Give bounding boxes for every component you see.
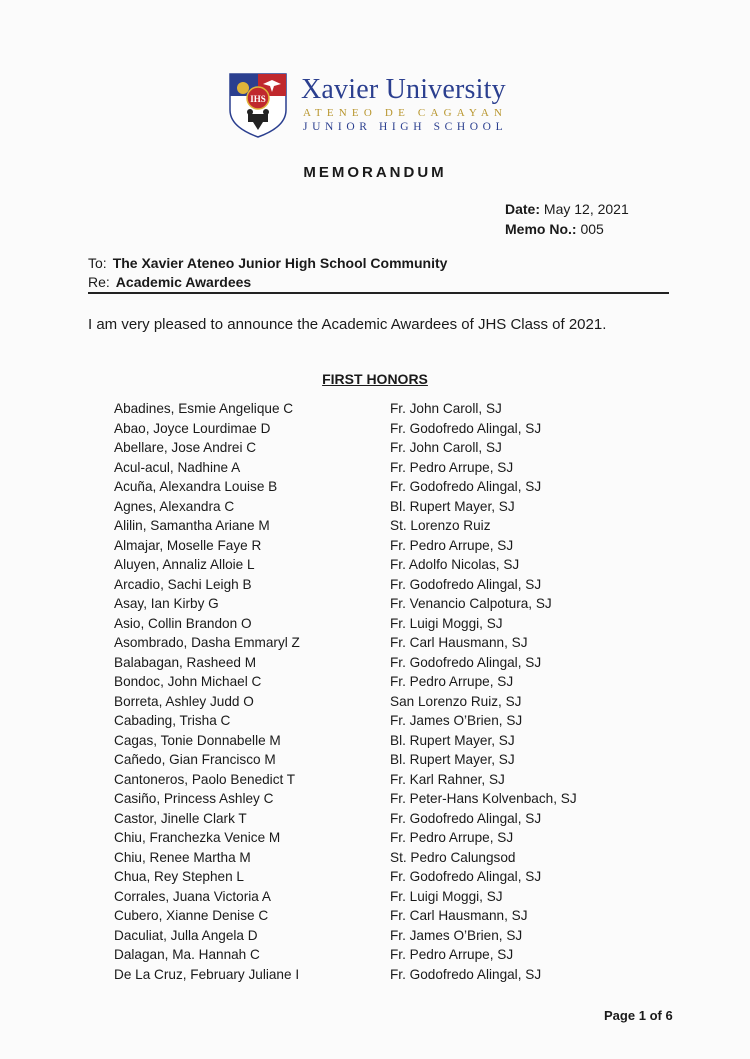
- awardee-name: Borreta, Ashley Judd O: [114, 693, 254, 709]
- awardee-name: Asay, Ian Kirby G: [114, 596, 219, 611]
- to-line: [88, 254, 447, 273]
- awardee-house: St. Lorenzo Ruiz: [390, 518, 491, 533]
- awardee-row: [114, 440, 634, 460]
- awardee-name: Abao, Joyce Lourdimae D: [114, 420, 271, 436]
- awardee-house: Fr. Godofredo Alingal, SJ: [390, 966, 542, 982]
- memo-meta: [505, 199, 629, 239]
- page-label: Page: [604, 1008, 636, 1023]
- awardee-name: Corrales, Juana Victoria A: [114, 888, 271, 904]
- awardee-name: De La Cruz, February Juliane I: [114, 966, 300, 982]
- school-name: JUNIOR HIGH SCHOOL: [303, 121, 508, 133]
- awardee-house: Fr. Pedro Arrupe, SJ: [390, 537, 514, 553]
- awardee-row: [114, 401, 634, 421]
- awardee-name: Balabagan, Rasheed M: [114, 654, 257, 670]
- awardee-house: Bl. Rupert Mayer, SJ: [390, 498, 515, 514]
- memo-number-value: 005: [580, 221, 604, 237]
- awardee-name: Acul-acul, Nadhine A: [114, 459, 241, 475]
- memo-number-line: [505, 219, 629, 239]
- awardee-row: [114, 928, 634, 948]
- awardee-row: [114, 577, 634, 597]
- awardee-name: Chiu, Renee Martha M: [114, 849, 251, 865]
- awardee-name: Cabading, Trisha C: [114, 713, 231, 728]
- awardee-row: [114, 752, 634, 772]
- awardee-row: [114, 967, 634, 987]
- page-number: [604, 1008, 673, 1023]
- university-name: Xavier University: [301, 74, 506, 105]
- awardee-house: Fr. Peter-Hans Kolvenbach, SJ: [390, 791, 577, 806]
- awardee-row: [114, 479, 634, 499]
- awardee-name: Asombrado, Dasha Emmaryl Z: [114, 635, 300, 650]
- page-total: 6: [665, 1008, 673, 1023]
- awardee-house: Fr. Pedro Arrupe, SJ: [390, 947, 514, 962]
- awardee-name: Chiu, Franchezka Venice M: [114, 830, 281, 845]
- awardee-house: Fr. Luigi Moggi, SJ: [390, 615, 503, 631]
- awardee-row: [114, 518, 634, 538]
- re-value: Academic Awardees: [115, 274, 252, 290]
- awardee-name: Arcadio, Sachi Leigh B: [114, 576, 252, 592]
- awardee-house: San Lorenzo Ruiz, SJ: [390, 693, 522, 709]
- to-label: To:: [88, 255, 107, 271]
- awardee-name: Acuña, Alexandra Louise B: [114, 479, 278, 494]
- awardee-name: Cañedo, Gian Francisco M: [114, 752, 276, 767]
- page-current: 1: [638, 1008, 646, 1023]
- awardee-row: [114, 635, 634, 655]
- memo-number-label: Memo No.:: [505, 221, 577, 237]
- intro-text: I am very pleased to announce the Academic Awardees of JHS Class of 2021.: [88, 316, 607, 333]
- awardee-name: Almajar, Moselle Faye R: [114, 537, 262, 553]
- memo-title: MEMORANDUM: [303, 164, 447, 181]
- awardee-row: [114, 869, 634, 889]
- awardee-row: [114, 460, 634, 480]
- awardee-house: Fr. Godofredo Alingal, SJ: [390, 869, 542, 884]
- awardee-row: [114, 811, 634, 831]
- awardee-name: Cantoneros, Paolo Benedict T: [114, 771, 296, 787]
- awardee-row: [114, 908, 634, 928]
- awardee-row: [114, 713, 634, 733]
- awardee-house: Fr. Luigi Moggi, SJ: [390, 888, 503, 904]
- awardee-name: Abellare, Jose Andrei C: [114, 440, 257, 455]
- awardee-row: [114, 421, 634, 441]
- page-of: of: [649, 1008, 662, 1023]
- awardee-house: Fr. James O’Brien, SJ: [390, 713, 523, 728]
- awardee-name: Cagas, Tonie Donnabelle M: [114, 732, 281, 748]
- awardee-name: Aluyen, Annaliz Alloie L: [114, 557, 255, 572]
- awardee-house: Fr. Pedro Arrupe, SJ: [390, 674, 514, 689]
- svg-text:IHS: IHS: [250, 94, 266, 104]
- date-line: [505, 199, 629, 219]
- awardee-row: [114, 616, 634, 636]
- awardee-house: Bl. Rupert Mayer, SJ: [390, 732, 515, 748]
- awardee-row: [114, 830, 634, 850]
- awardee-name: Asio, Collin Brandon O: [114, 615, 252, 631]
- awardee-house: Fr. Godofredo Alingal, SJ: [390, 654, 542, 670]
- date-label: Date:: [505, 201, 541, 217]
- awardee-house: Bl. Rupert Mayer, SJ: [390, 752, 515, 767]
- awardee-row: [114, 674, 634, 694]
- university-logo: [228, 72, 548, 142]
- awardee-house: Fr. Carl Hausmann, SJ: [390, 635, 528, 650]
- awardee-house: Fr. John Caroll, SJ: [390, 401, 502, 416]
- awardee-house: Fr. Godofredo Alingal, SJ: [390, 810, 542, 826]
- awardee-row: [114, 499, 634, 519]
- awardee-house: Fr. Pedro Arrupe, SJ: [390, 830, 514, 845]
- awardee-house: St. Pedro Calungsod: [390, 849, 516, 865]
- awardee-row: [114, 538, 634, 558]
- awardee-row: [114, 694, 634, 714]
- awardee-row: [114, 850, 634, 870]
- awardee-house: Fr. John Caroll, SJ: [390, 440, 502, 455]
- awardee-house: Fr. Godofredo Alingal, SJ: [390, 479, 542, 494]
- awardee-row: [114, 655, 634, 675]
- awardee-name: Castor, Jinelle Clark T: [114, 810, 247, 826]
- awardee-row: [114, 791, 634, 811]
- awardee-house: Fr. James O’Brien, SJ: [390, 927, 523, 943]
- header-divider: [88, 292, 669, 294]
- awardee-house: Fr. Godofredo Alingal, SJ: [390, 576, 542, 592]
- awardee-house: Fr. Carl Hausmann, SJ: [390, 908, 528, 923]
- re-label: Re:: [88, 274, 110, 290]
- awardee-house: Fr. Karl Rahner, SJ: [390, 771, 505, 787]
- re-line: [88, 273, 447, 292]
- to-value: The Xavier Ateneo Junior High School Community: [112, 255, 448, 271]
- date-value: May 12, 2021: [543, 201, 629, 217]
- awardee-row: [114, 889, 634, 909]
- awardee-name: Daculiat, Julla Angela D: [114, 927, 258, 943]
- awardee-house: Fr. Pedro Arrupe, SJ: [390, 459, 514, 475]
- awardee-name: Bondoc, John Michael C: [114, 674, 262, 689]
- awardee-row: [114, 947, 634, 967]
- awardee-house: Fr. Adolfo Nicolas, SJ: [390, 557, 520, 572]
- awardee-house: Fr. Venancio Calpotura, SJ: [390, 596, 552, 611]
- awardee-row: [114, 596, 634, 616]
- awardee-name: Chua, Rey Stephen L: [114, 869, 244, 884]
- awardee-name: Cubero, Xianne Denise C: [114, 908, 269, 923]
- awardee-name: Abadines, Esmie Angelique C: [114, 401, 294, 416]
- awardee-name: Casiño, Princess Ashley C: [114, 791, 274, 806]
- awardee-name: Agnes, Alexandra C: [114, 498, 235, 514]
- awardee-name: Dalagan, Ma. Hannah C: [114, 947, 260, 962]
- university-subtitle: ATENEO DE CAGAYAN: [303, 107, 508, 119]
- awardee-row: [114, 772, 634, 792]
- awardee-list: [114, 401, 634, 986]
- university-crest-icon: [228, 72, 288, 138]
- awardee-name: Alilin, Samantha Ariane M: [114, 518, 270, 533]
- addressing-block: [88, 254, 447, 292]
- awardee-row: [114, 557, 634, 577]
- awardee-house: Fr. Godofredo Alingal, SJ: [390, 420, 542, 436]
- section-title: FIRST HONORS: [322, 371, 428, 387]
- awardee-row: [114, 733, 634, 753]
